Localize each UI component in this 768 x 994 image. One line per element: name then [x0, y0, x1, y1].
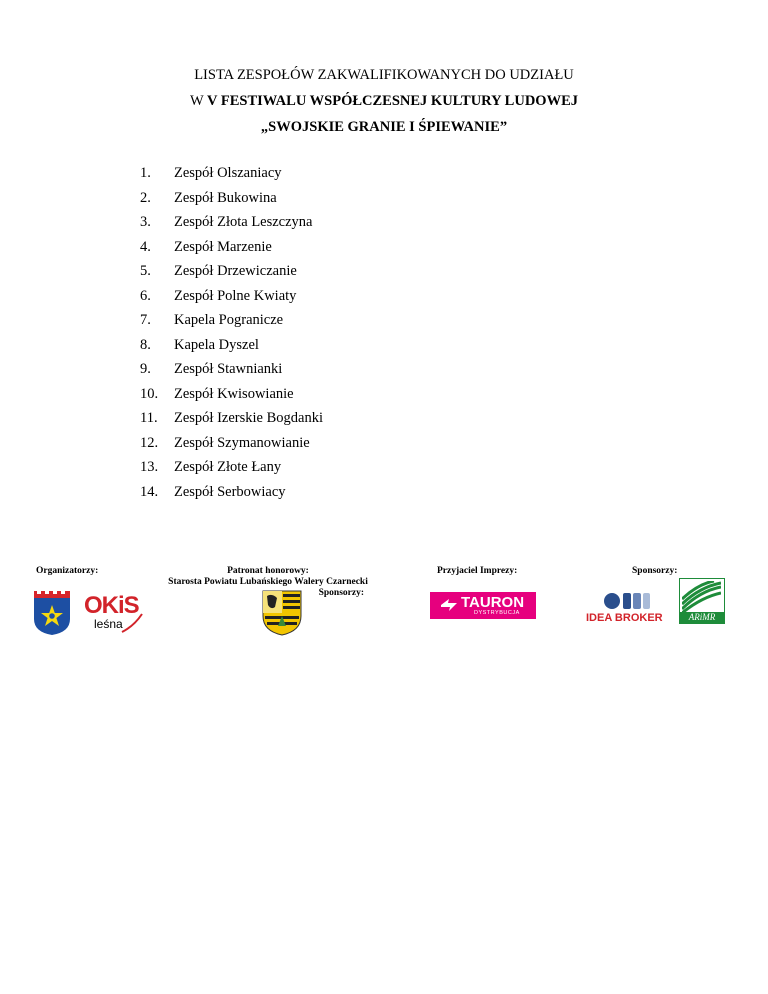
item-number: 7. — [140, 312, 151, 328]
tauron-logo-text: TAURON — [461, 594, 525, 611]
idea-broker-logo — [586, 590, 672, 626]
tauron-logo-subtext: DYSTRYBUCJA — [474, 610, 520, 616]
sponsors-mid-label: Sponsorzy: — [318, 588, 364, 598]
item-name: Zespół Serbowiacy — [174, 483, 286, 500]
list-item — [140, 259, 323, 284]
list-item — [140, 357, 323, 382]
team-list — [140, 161, 323, 504]
okis-logo-subtext: leśna — [94, 617, 123, 631]
item-number: 2. — [140, 189, 151, 206]
item-number: 1. — [140, 165, 151, 181]
item-number: 10. — [140, 385, 159, 402]
okis-logo — [84, 594, 146, 638]
item-name: Zespół Drzewiczanie — [174, 263, 297, 279]
list-item — [140, 284, 323, 309]
organizers-label: Organizatorzy: — [36, 566, 99, 576]
item-name: Kapela Dyszel — [174, 336, 259, 353]
item-number: 5. — [140, 263, 151, 279]
arimr-logo — [679, 578, 725, 624]
list-item — [140, 480, 323, 505]
list-item — [140, 210, 323, 235]
okis-swoosh-icon — [120, 612, 144, 634]
title-line-2-prefix: W — [189, 93, 208, 109]
friend-label: Przyjaciel Imprezy: — [437, 566, 518, 576]
title-line-2-bold: V FESTIWALU WSPÓŁCZESNEJ KULTURY LUDOWEJ — [207, 93, 578, 109]
item-number: 6. — [140, 287, 151, 304]
item-name: Zespół Polne Kwiaty — [174, 287, 297, 304]
list-item — [140, 308, 323, 333]
document-title — [0, 62, 768, 140]
sponsors-label: Sponsorzy: — [632, 566, 678, 576]
item-number: 13. — [140, 459, 159, 475]
item-name: Zespół Złota Leszczyna — [174, 214, 313, 230]
item-name: Zespół Stawnianki — [174, 361, 283, 377]
item-number: 11. — [140, 410, 158, 426]
tauron-logo-icon — [440, 597, 458, 613]
item-name: Zespół Złote Łany — [174, 459, 282, 475]
item-name: Zespół Bukowina — [174, 189, 277, 206]
item-number: 12. — [140, 434, 159, 451]
list-item — [140, 333, 323, 358]
item-number: 14. — [140, 483, 159, 500]
item-name: Zespół Szymanowianie — [174, 434, 310, 451]
idea-broker-logo-icon — [602, 590, 652, 610]
tauron-logo — [430, 592, 536, 619]
powiat-crest-logo — [262, 590, 302, 636]
item-number: 4. — [140, 238, 151, 255]
title-line-1: LISTA ZESPOŁÓW ZAKWALIFIKOWANYCH DO UDZIAŁU — [194, 67, 574, 83]
list-item — [140, 455, 323, 480]
item-number: 9. — [140, 361, 151, 377]
festival-name: „SWOJSKIE GRANIE I ŚPIEWANIE” — [260, 119, 508, 135]
list-item — [140, 161, 323, 186]
list-item — [140, 235, 323, 260]
list-item — [140, 406, 323, 431]
patronage-label: Patronat honorowy: — [227, 566, 309, 576]
item-name: Zespół Kwisowianie — [174, 385, 294, 402]
patronage-name: Starosta Powiatu Lubańskiego Walery Czarnecki — [168, 577, 368, 587]
item-number: 3. — [140, 214, 151, 230]
title-line-3 — [0, 114, 768, 140]
title-line-2 — [0, 88, 768, 114]
list-item — [140, 431, 323, 456]
item-name: Zespół Olszaniacy — [174, 165, 282, 181]
idea-broker-logo-text: IDEA BROKER — [586, 612, 663, 624]
arimr-logo-icon — [682, 581, 721, 613]
arimr-logo-text: ARiMR — [680, 612, 724, 623]
item-name: Zespół Marzenie — [174, 238, 272, 255]
list-item — [140, 186, 323, 211]
okis-logo-text: OKiS — [84, 592, 139, 619]
item-number: 8. — [140, 336, 151, 353]
item-name: Kapela Pogranicze — [174, 312, 284, 328]
lesna-crest-logo — [33, 591, 71, 635]
list-item — [140, 382, 323, 407]
item-name: Zespół Izerskie Bogdanki — [174, 410, 323, 426]
